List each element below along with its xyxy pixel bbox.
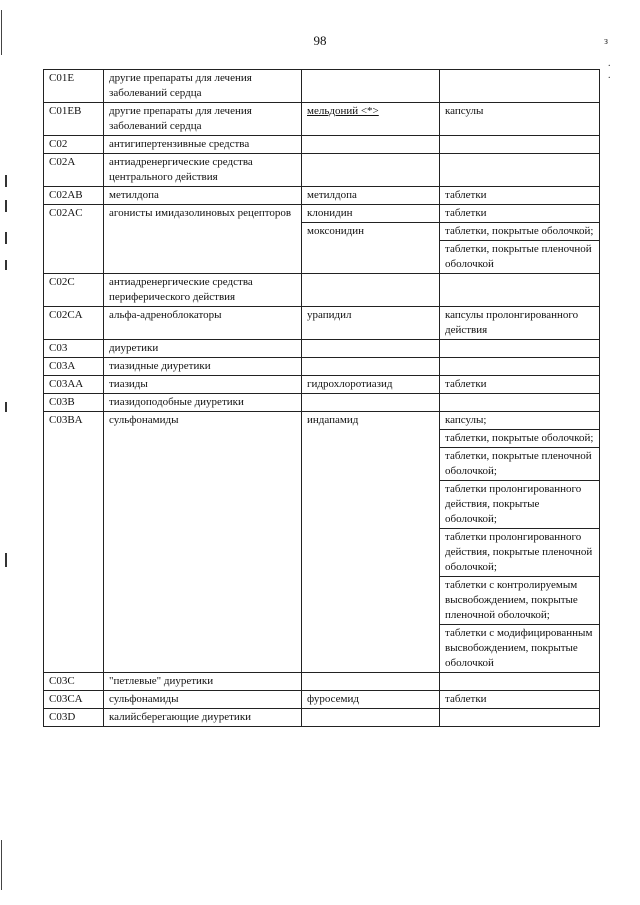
drug-table: [43, 69, 600, 727]
atc-code: C02AB: [44, 187, 104, 205]
atc-code: C02AC: [44, 205, 104, 274]
drug-name: клонидин: [302, 205, 440, 223]
atc-code: C03C: [44, 673, 104, 691]
atc-group: альфа-адреноблокаторы: [104, 307, 302, 340]
dosage-form: таблетки с контролируемым высвобождением, покрытые пленочной оболочкой;: [440, 577, 600, 625]
atc-group: метилдопа: [104, 187, 302, 205]
atc-code: C01EB: [44, 103, 104, 136]
dosage-form: [440, 709, 600, 727]
table-row: [44, 691, 600, 709]
atc-group: "петлевые" диуретики: [104, 673, 302, 691]
drug-name: [302, 70, 440, 103]
atc-group: антигипертензивные средства: [104, 136, 302, 154]
table-row: [44, 412, 600, 430]
table-row: [44, 136, 600, 154]
drug-name: [302, 274, 440, 307]
atc-group: агонисты имидазолиновых рецепторов: [104, 205, 302, 274]
atc-group: калийсберегающие диуретики: [104, 709, 302, 727]
drug-name: [302, 709, 440, 727]
atc-code: C03AA: [44, 376, 104, 394]
drug-name: [302, 358, 440, 376]
dosage-form: [440, 136, 600, 154]
drug-name: [302, 103, 440, 136]
drug-name: [302, 154, 440, 187]
atc-code: C02CA: [44, 307, 104, 340]
dosage-form: [440, 274, 600, 307]
drug-name: моксонидин: [302, 223, 440, 274]
dosage-form: капсулы пролонгированного действия: [440, 307, 600, 340]
table-row: [44, 70, 600, 103]
atc-code: C02C: [44, 274, 104, 307]
dosage-form: [440, 154, 600, 187]
atc-group: антиадренергические средства центрального действия: [104, 154, 302, 187]
margin-mark: [5, 553, 7, 567]
drug-name-text: мельдоний <*>: [307, 105, 379, 117]
scan-edge-line-bottom: [1, 840, 2, 890]
atc-code: C03CA: [44, 691, 104, 709]
drug-name: [302, 394, 440, 412]
table-row: [44, 673, 600, 691]
dosage-form: [440, 673, 600, 691]
table-row: [44, 709, 600, 727]
dosage-form: таблетки, покрытые оболочкой;: [440, 430, 600, 448]
dosage-form: таблетки пролонгированного действия, покрытые оболочкой;: [440, 481, 600, 529]
table-row: [44, 376, 600, 394]
drug-name: индапамид: [302, 412, 440, 673]
drug-name: метилдопа: [302, 187, 440, 205]
dosage-form: таблетки пролонгированного действия, покрытые пленочной оболочкой;: [440, 529, 600, 577]
atc-code: C03A: [44, 358, 104, 376]
dosage-form: таблетки: [440, 205, 600, 223]
table-row: [44, 358, 600, 376]
margin-mark: [5, 175, 7, 187]
margin-mark: [5, 200, 7, 212]
drug-name: [302, 340, 440, 358]
dosage-form: [440, 340, 600, 358]
atc-group: сульфонамиды: [104, 691, 302, 709]
dosage-form: таблетки: [440, 376, 600, 394]
table-row: [44, 394, 600, 412]
dosage-form: [440, 358, 600, 376]
margin-mark: [5, 260, 7, 270]
drug-name: фуросемид: [302, 691, 440, 709]
dosage-form: капсулы;: [440, 412, 600, 430]
drug-name: гидрохлоротиазид: [302, 376, 440, 394]
table-row: [44, 187, 600, 205]
margin-mark: [5, 232, 7, 244]
atc-group: антиадренергические средства периферического действия: [104, 274, 302, 307]
atc-group: другие препараты для лечения заболеваний сердца: [104, 70, 302, 103]
atc-code: C01E: [44, 70, 104, 103]
corner-dot: .: [608, 70, 611, 81]
dosage-form: [440, 70, 600, 103]
atc-code: C03BA: [44, 412, 104, 673]
corner-mark: з: [604, 36, 608, 47]
atc-code: C03: [44, 340, 104, 358]
drug-name: урапидил: [302, 307, 440, 340]
atc-group: другие препараты для лечения заболеваний сердца: [104, 103, 302, 136]
table-row: [44, 154, 600, 187]
atc-group: диуретики: [104, 340, 302, 358]
atc-code: C02A: [44, 154, 104, 187]
dosage-form: таблетки, покрытые пленочной оболочкой;: [440, 448, 600, 481]
page-number: 98: [313, 33, 327, 48]
atc-group: тиазидные диуретики: [104, 358, 302, 376]
atc-code: C03D: [44, 709, 104, 727]
dosage-form: [440, 394, 600, 412]
table-row: [44, 340, 600, 358]
drug-name: [302, 136, 440, 154]
corner-dot: .: [608, 58, 611, 69]
atc-group: тиазиды: [104, 376, 302, 394]
table-row: [44, 274, 600, 307]
dosage-form: таблетки, покрытые пленочной оболочкой: [440, 241, 600, 274]
atc-code: C03B: [44, 394, 104, 412]
table-row: [44, 205, 600, 223]
dosage-form: таблетки с модифицированным высвобождением, покрытые оболочкой: [440, 625, 600, 673]
table-row: [44, 103, 600, 136]
dosage-form: таблетки, покрытые оболочкой;: [440, 223, 600, 241]
table-row: [44, 307, 600, 340]
margin-mark: [5, 402, 7, 412]
atc-code: C02: [44, 136, 104, 154]
dosage-form: таблетки: [440, 691, 600, 709]
atc-group: сульфонамиды: [104, 412, 302, 673]
drug-name: [302, 673, 440, 691]
dosage-form: таблетки: [440, 187, 600, 205]
dosage-form: капсулы: [440, 103, 600, 136]
atc-group: тиазидоподобные диуретики: [104, 394, 302, 412]
